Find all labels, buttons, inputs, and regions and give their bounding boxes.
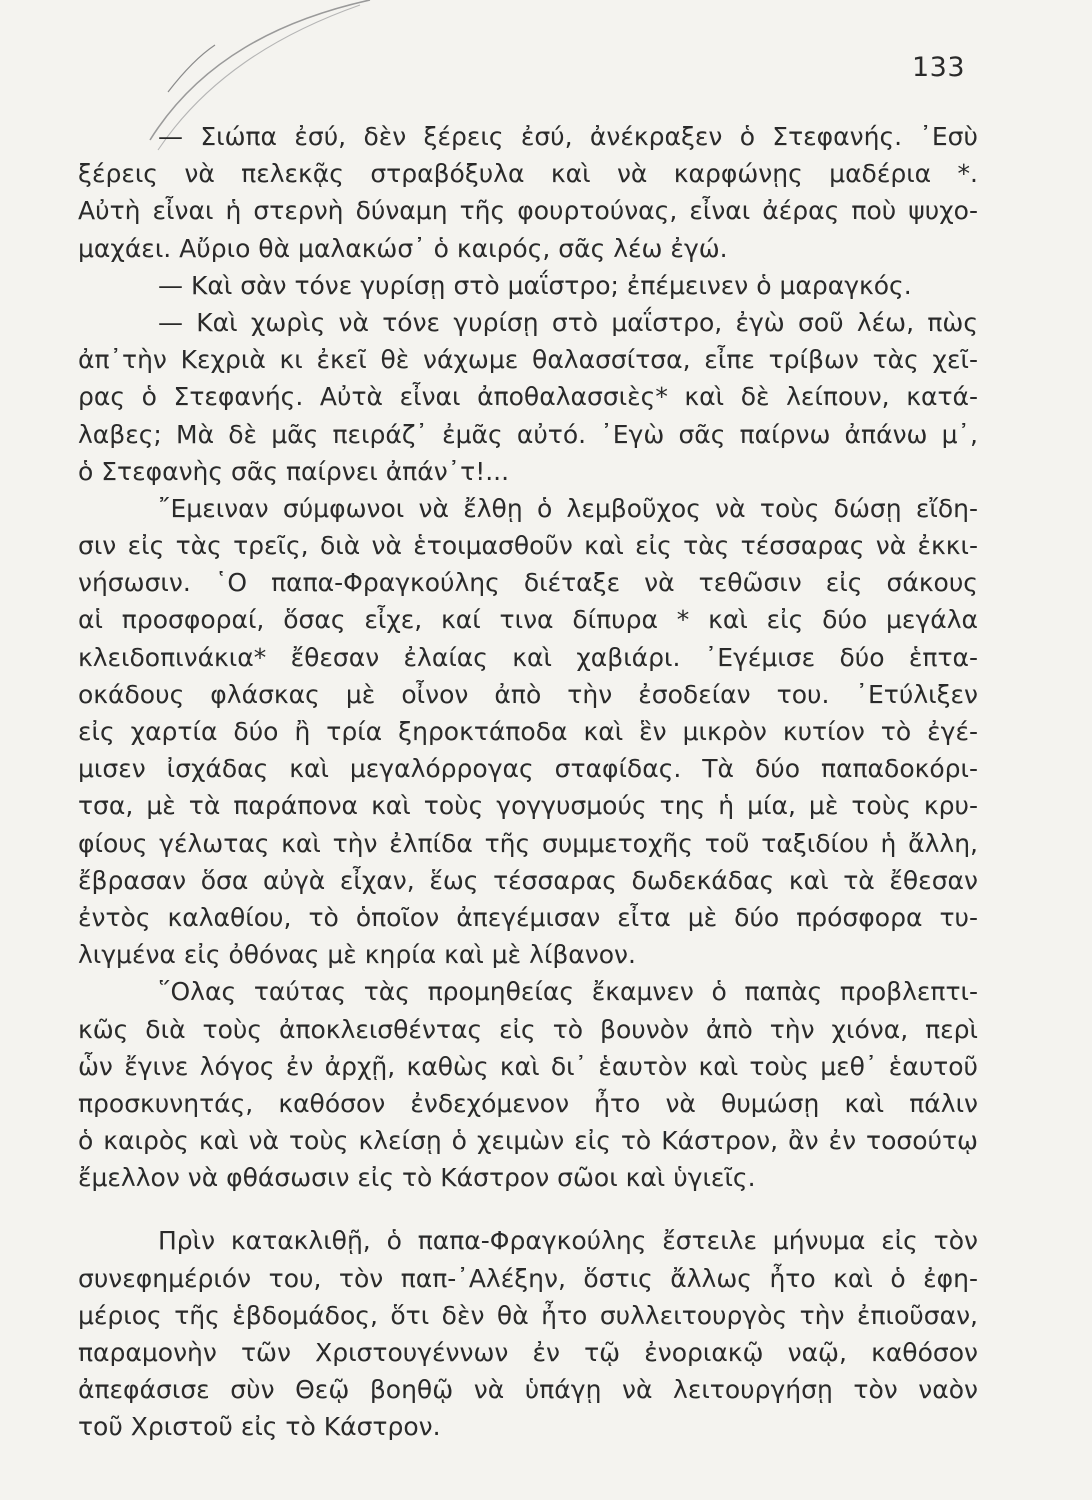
text-line: σιν εἰς τὰς τρεῖς, διὰ νὰ ἑτοιμασθοῦν καὶ εἰς τὰς τέσσαρας νὰ ἐκκι- — [78, 531, 978, 561]
page-number: 133 — [912, 52, 966, 83]
text-line: ὁ Στεφανὴς σᾶς παίρνει ἀπάν᾿τ!... — [78, 456, 510, 486]
text-line: μαχάει. Αὔριο θὰ μαλακώσ᾿ ὁ καιρός, σᾶς λέω ἐγώ. — [78, 233, 728, 263]
text-line: τσα, μὲ τὰ παράπονα καὶ τοὺς γογγυσμούς της ἡ μία, μὲ τοὺς κρυ- — [78, 791, 978, 821]
text-line: — Καὶ σὰν τόνε γυρίσῃ στὸ μαΐστρο; ἐπέμεινεν ὁ μαραγκός. — [158, 270, 912, 300]
text-line: ἀπ᾿τὴν Κεχριὰ κι ἐκεῖ θὲ νάχωμε θαλασσίτσα, εἶπε τρίβων τὰς χεῖ- — [78, 345, 978, 375]
text-line: — Σιώπα ἐσύ, δὲν ξέρεις ἐσύ, ἀνέκραξεν ὁ Στεφανής. ᾿Εσὺ — [158, 122, 978, 151]
text-line: ῞Ολας ταύτας τὰς προμηθείας ἔκαμνεν ὁ παπὰς προβλεπτι- — [158, 977, 978, 1007]
text-line: μέριος τῆς ἑβδομάδος, ὅτι δὲν θὰ ἦτο συλλειτουργὸς τὴν ἐπιοῦσαν, — [78, 1300, 978, 1330]
text-line: ἀπεφάσισε σὺν Θεῷ βοηθῷ νὰ ὑπάγῃ νὰ λειτουργήσῃ τὸν ναὸν — [78, 1375, 978, 1405]
text-line: λαβες; Μὰ δὲ μᾶς πειράζ᾿ ἐμᾶς αὐτό. ᾿Εγὼ σᾶς παίρνω ἀπάνω μ᾿, — [78, 419, 978, 449]
text-line: παραμονὴν τῶν Χριστουγέννων ἐν τῷ ἐνοριακῷ ναῷ, καθόσον — [78, 1338, 978, 1367]
paragraph — [78, 490, 978, 973]
paragraph — [78, 118, 978, 267]
text-line: λιγμένα εἰς ὀθόνας μὲ κηρία καὶ μὲ λίβανον. — [78, 940, 636, 970]
text-line: ἐντὸς καλαθίου, τὸ ὁποῖον ἀπεγέμισαν εἶτα μὲ δύο πρόσφορα τυ- — [78, 902, 978, 932]
text-line: μισεν ἰσχάδας καὶ μεγαλόρρογας σταφίδας. Τὰ δύο παπαδοκόρι- — [78, 754, 978, 784]
text-line: Αὐτὴ εἶναι ἡ στερνὴ δύναμη τῆς φουρτούνας, εἶναι ἀέρας ποὺ ψυχο- — [78, 196, 978, 226]
text-line: ρας ὁ Στεφανής. Αὐτὰ εἶναι ἀποθαλασσιὲς* καὶ δὲ λείπουν, κατά- — [78, 382, 978, 412]
text-line: οκάδους φλάσκας μὲ οἶνον ἀπὸ τὴν ἐσοδείαν του. ᾿Ετύλιξεν — [78, 679, 978, 709]
paragraph — [78, 267, 978, 304]
text-line: ῎Εμειναν σύμφωνοι νὰ ἔλθῃ ὁ λεμβοῦχος νὰ τοὺς δώσῃ εἴδη- — [158, 493, 978, 523]
text-line: κλειδοπινάκια* ἔθεσαν ἐλαίας καὶ χαβιάρι. ᾿Εγέμισε δύο ἑπτα- — [78, 642, 978, 672]
text-line: εἰς χαρτία δύο ἢ τρία ξηροκτάποδα καὶ ἓν μικρὸν κυτίον τὸ ἐγέ- — [78, 717, 978, 746]
text-line: τοῦ Χριστοῦ εἰς τὸ Κάστρον. — [78, 1412, 441, 1442]
text-line: νήσωσιν. ῾Ο παπα-Φραγκούλης διέταξε νὰ τεθῶσιν εἰς σάκους — [78, 568, 978, 598]
text-line: φίους γέλωτας καὶ τὴν ἐλπίδα τῆς συμμετοχῆς τοῦ ταξιδίου ἡ ἄλλη, — [78, 828, 978, 858]
text-line: αἱ προσφοραί, ὅσας εἶχε, καί τινα δίπυρα * καὶ εἰς δύο μεγάλα — [78, 605, 978, 635]
text-line: ὧν ἔγινε λόγος ἐν ἀρχῇ, καθὼς καὶ δι᾿ ἑαυτὸν καὶ τοὺς μεθ᾿ ἑαυτοῦ — [78, 1051, 978, 1081]
paragraph — [78, 1222, 978, 1445]
paragraph-gap — [78, 1196, 978, 1222]
text-line: ὁ καιρὸς καὶ νὰ τοὺς κλείσῃ ὁ χειμὼν εἰς τὸ Κάστρον, ἂν ἐν τοσούτῳ — [78, 1126, 978, 1156]
text-line: συνεφημέριόν του, τὸν παπ-᾿Αλέξην, ὅστις ἄλλως ἦτο καὶ ὁ ἐφη- — [78, 1263, 978, 1293]
text-line: κῶς διὰ τοὺς ἀποκλεισθέντας εἰς τὸ βουνὸν ἀπὸ τὴν χιόνα, περὶ — [78, 1014, 978, 1044]
text-line: προσκυνητάς, καθόσον ἐνδεχόμενον ἦτο νὰ θυμώσῃ καὶ πάλιν — [78, 1088, 978, 1118]
text-line: Πρὶν κατακλιθῇ, ὁ παπα-Φραγκούλης ἔστειλε μήνυμα εἰς τὸν — [158, 1226, 978, 1256]
text-line: ξέρεις νὰ πελεκᾷς στραβόξυλα καὶ νὰ καρφώνῃς μαδέρια *. — [78, 159, 978, 189]
paragraph — [78, 973, 978, 1196]
paragraph — [78, 304, 978, 490]
page-body — [78, 118, 978, 1446]
text-line: ἔμελλον νὰ φθάσωσιν εἰς τὸ Κάστρον σῶοι καὶ ὑγιεῖς. — [78, 1163, 756, 1193]
text-line: ἔβρασαν ὅσα αὐγὰ εἶχαν, ἕως τέσσαρας δωδεκάδας καὶ τὰ ἔθεσαν — [78, 865, 978, 895]
text-line: — Καὶ χωρὶς νὰ τόνε γυρίσῃ στὸ μαΐστρο, ἐγὼ σοῦ λέω, πὼς — [158, 307, 978, 337]
